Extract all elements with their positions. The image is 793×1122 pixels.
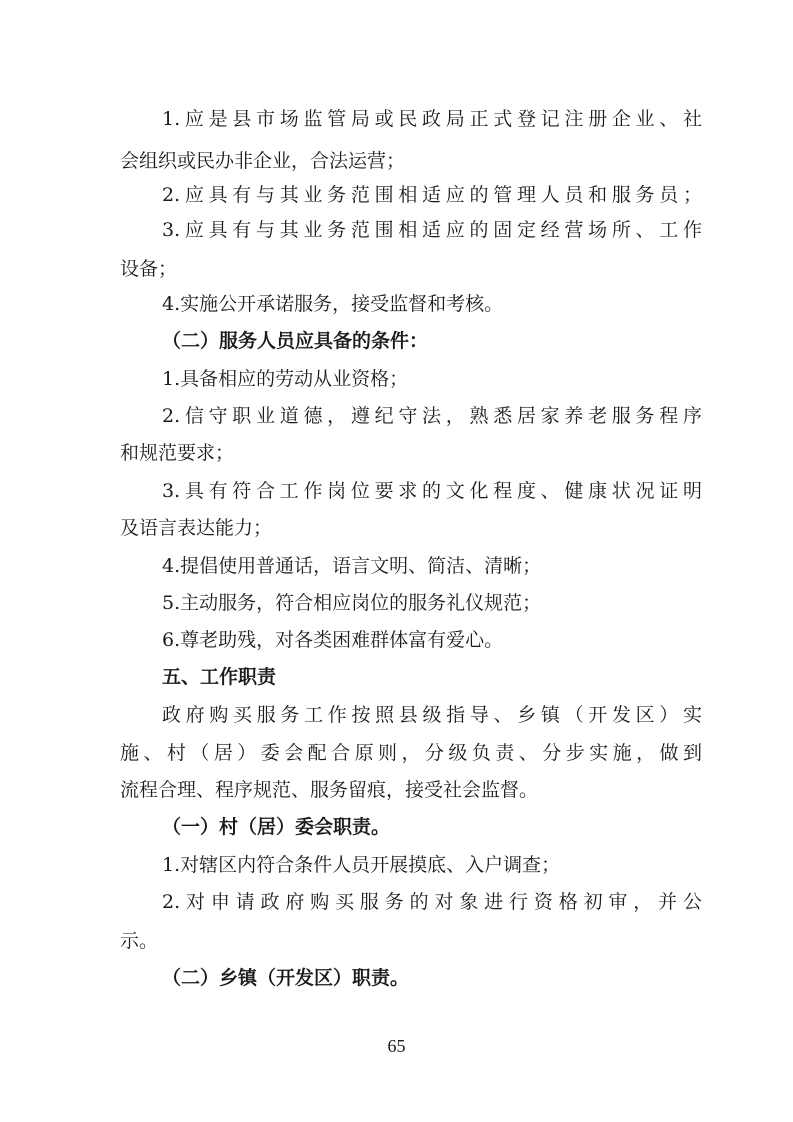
paragraph-line: 1.应是县市场监管局或民政局正式登记注册企业、社 xyxy=(162,108,702,130)
paragraph-line: 设备； xyxy=(120,258,178,280)
paragraph-line: 示。 xyxy=(120,930,159,952)
paragraph-line: 政府购买服务工作按照县级指导、乡镇（开发区）实 xyxy=(162,704,702,726)
paragraph-line: 4.提倡使用普通话，语言文明、简洁、清晰； xyxy=(162,555,542,577)
section-heading: （一）村（居）委会职责。 xyxy=(162,816,391,838)
paragraph-line: 4.实施公开承诺服务，接受监督和考核。 xyxy=(162,293,504,315)
section-heading: （二）乡镇（开发区）职责。 xyxy=(162,967,410,989)
section-heading: 五、工作职责 xyxy=(162,666,277,688)
paragraph-line: 1.对辖区内符合条件人员开展摸底、入户调查； xyxy=(162,854,561,876)
page-number: 65 xyxy=(387,1036,406,1056)
paragraph-line: 会组织或民办非企业，合法运营； xyxy=(120,150,406,172)
paragraph-line: 3.具有符合工作岗位要求的文化程度、健康状况证明 xyxy=(162,480,702,502)
paragraph-line: 6.尊老助残，对各类困难群体富有爱心。 xyxy=(162,629,504,651)
paragraph-line: 2.应具有与其业务范围相适应的管理人员和服务员； xyxy=(162,184,702,206)
paragraph-line: 流程合理、程序规范、服务留痕，接受社会监督。 xyxy=(120,779,539,801)
paragraph-line: 2.对申请政府购买服务的对象进行资格初审，并公 xyxy=(162,891,702,913)
paragraph-line: 5.主动服务，符合相应岗位的服务礼仪规范； xyxy=(162,592,542,614)
paragraph-line: 及语言表达能力； xyxy=(120,517,273,539)
paragraph-line: 2.信守职业道德，遵纪守法，熟悉居家养老服务程序 xyxy=(162,405,702,427)
paragraph-line: 1.具备相应的劳动从业资格； xyxy=(162,368,409,390)
paragraph-line: 和规范要求； xyxy=(120,442,235,464)
paragraph-line: 3.应具有与其业务范围相适应的固定经营场所、工作 xyxy=(162,219,702,241)
section-heading: （二）服务人员应具备的条件： xyxy=(162,330,429,352)
paragraph-line: 施、村（居）委会配合原则，分级负责、分步实施，做到 xyxy=(120,742,702,764)
